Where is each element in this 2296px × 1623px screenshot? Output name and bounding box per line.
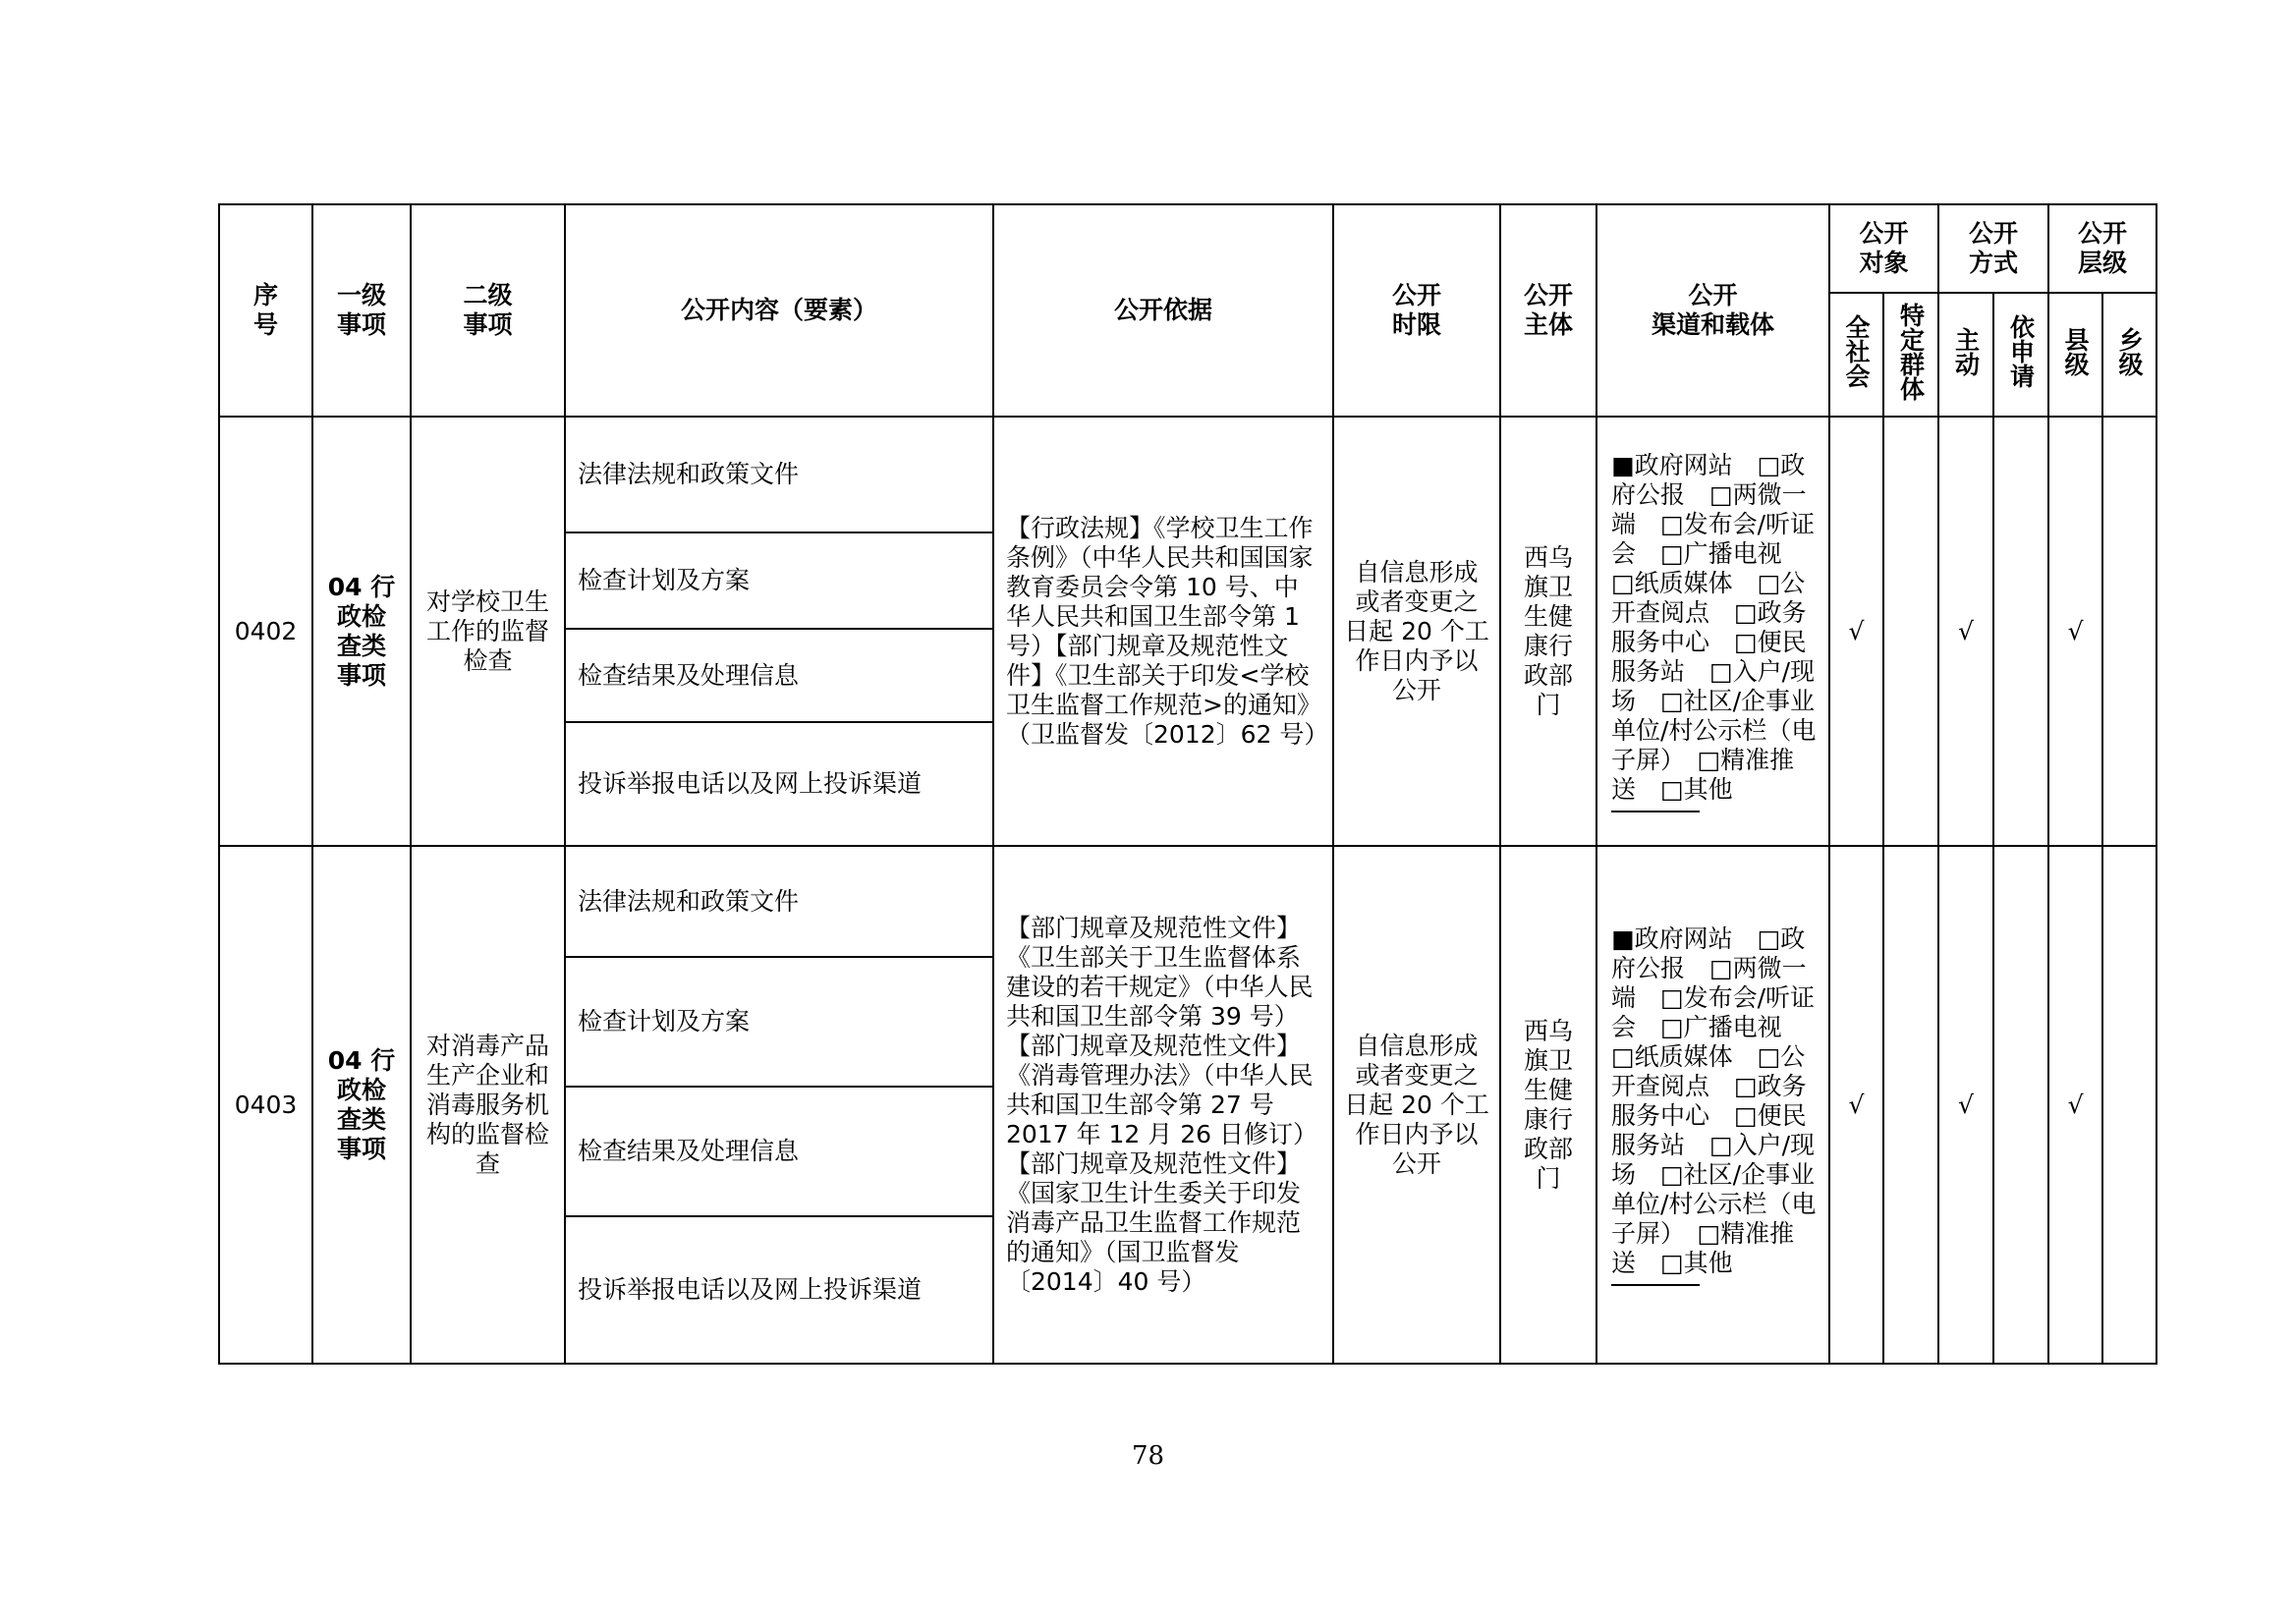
row-level1: 04 行 政检 查类 事项 xyxy=(312,846,411,1364)
content-item: 投诉举报电话以及网上投诉渠道 xyxy=(565,722,993,846)
check-level-township xyxy=(2102,846,2156,1364)
content-item: 检查计划及方案 xyxy=(565,532,993,629)
header-method-active: 主动 xyxy=(1951,326,1981,376)
row-time-limit: 自信息形成 或者变更之 日起 20 个工 作日内予以 公开 xyxy=(1333,846,1500,1364)
disclosure-table xyxy=(218,203,2157,1365)
other-blank-line xyxy=(1611,1278,1700,1286)
content-item: 检查结果及处理信息 xyxy=(565,629,993,722)
content-item: 法律法规和政策文件 xyxy=(565,846,993,957)
header-level2: 二级 事项 xyxy=(411,204,565,417)
header-row-1 xyxy=(219,204,2156,293)
row-basis: 【行政法规】《学校卫生工作条例》（中华人民共和国国家教育委员会令第 10 号、中华人民共和国卫生部令第 1 号）【部门规章及规范性文件】《卫生部关于印发<学校卫生监督工作规范>的通知》（卫监督发〔2012〕62 号） xyxy=(993,417,1333,846)
other-blank-line xyxy=(1611,805,1700,812)
header-target-specific-cell xyxy=(1883,293,1938,417)
check-method-request xyxy=(1993,846,2048,1364)
header-method-request: 依申请 xyxy=(2006,314,2036,388)
header-method-request-cell xyxy=(1993,293,2048,417)
row-level1: 04 行 政检 查类 事项 xyxy=(312,417,411,846)
content-item: 投诉举报电话以及网上投诉渠道 xyxy=(565,1216,993,1364)
row-subject: 西乌 旗卫 生健 康行 政部 门 xyxy=(1500,846,1596,1364)
row-code: 0403 xyxy=(219,846,312,1364)
table-row xyxy=(219,417,2156,532)
row-channels-cell xyxy=(1596,417,1829,846)
header-subject: 公开 主体 xyxy=(1500,204,1596,417)
content-item: 检查计划及方案 xyxy=(565,957,993,1087)
header-target-all-cell xyxy=(1829,293,1883,417)
header-level-township: 乡级 xyxy=(2115,326,2145,376)
page-number: 78 xyxy=(1131,1441,1165,1471)
header-level-township-cell xyxy=(2102,293,2156,417)
header-level1: 一级 事项 xyxy=(312,204,411,417)
check-method-active: √ xyxy=(1938,417,1993,846)
check-level-county: √ xyxy=(2048,846,2102,1364)
header-content: 公开内容（要素） xyxy=(565,204,993,417)
header-target-specific: 特定群体 xyxy=(1896,302,1926,401)
header-target-all: 全社会 xyxy=(1842,314,1871,388)
table-row xyxy=(219,846,2156,957)
row-level2: 对学校卫生 工作的监督 检查 xyxy=(411,417,565,846)
header-seq: 序 号 xyxy=(219,204,312,417)
row-level2: 对消毒产品 生产企业和 消毒服务机 构的监督检 查 xyxy=(411,846,565,1364)
check-method-active: √ xyxy=(1938,846,1993,1364)
header-time-limit: 公开 时限 xyxy=(1333,204,1500,417)
content-item: 法律法规和政策文件 xyxy=(565,417,993,532)
check-level-county: √ xyxy=(2048,417,2102,846)
check-target-specific xyxy=(1883,417,1938,846)
header-method-group: 公开 方式 xyxy=(1938,204,2048,293)
check-target-specific xyxy=(1883,846,1938,1364)
row-basis: 【部门规章及规范性文件】《卫生部关于卫生监督体系建设的若干规定》（中华人民共和国卫生部令第 39 号）【部门规章及规范性文件】《消毒管理办法》（中华人民共和国卫生部令第 27 号 2017 年 12 月 26 日修订）【部门规章及规范性文件】《国家卫生计生委关于印发消毒产品卫生监督工作规范的通知》（国卫监督发〔2014〕40 号） xyxy=(993,846,1333,1364)
header-channels: 公开 渠道和载体 xyxy=(1596,204,1829,417)
row-subject: 西乌 旗卫 生健 康行 政部 门 xyxy=(1500,417,1596,846)
header-level-county: 县级 xyxy=(2061,326,2091,376)
check-target-all: √ xyxy=(1829,846,1883,1364)
row-code: 0402 xyxy=(219,417,312,846)
row-channels-cell xyxy=(1596,846,1829,1364)
row-channels: ■政府网站 □政府公报 □两微一端 □发布会/听证会 □广播电视 □纸质媒体 □公开查阅点 □政务服务中心 □便民服务站 □入户/现场 □社区/企事业单位/村公示栏（电子屏） □精准推送 □其他 xyxy=(1611,923,1817,1277)
header-basis: 公开依据 xyxy=(993,204,1333,417)
check-level-township xyxy=(2102,417,2156,846)
check-method-request xyxy=(1993,417,2048,846)
row-time-limit: 自信息形成 或者变更之 日起 20 个工 作日内予以 公开 xyxy=(1333,417,1500,846)
row-channels: ■政府网站 □政府公报 □两微一端 □发布会/听证会 □广播电视 □纸质媒体 □公开查阅点 □政务服务中心 □便民服务站 □入户/现场 □社区/企事业单位/村公示栏（电子屏） □精准推送 □其他 xyxy=(1611,450,1817,804)
header-target-group: 公开 对象 xyxy=(1829,204,1938,293)
header-level-group: 公开 层级 xyxy=(2048,204,2156,293)
content-item: 检查结果及处理信息 xyxy=(565,1087,993,1216)
header-method-active-cell xyxy=(1938,293,1993,417)
check-target-all: √ xyxy=(1829,417,1883,846)
header-level-county-cell xyxy=(2048,293,2102,417)
